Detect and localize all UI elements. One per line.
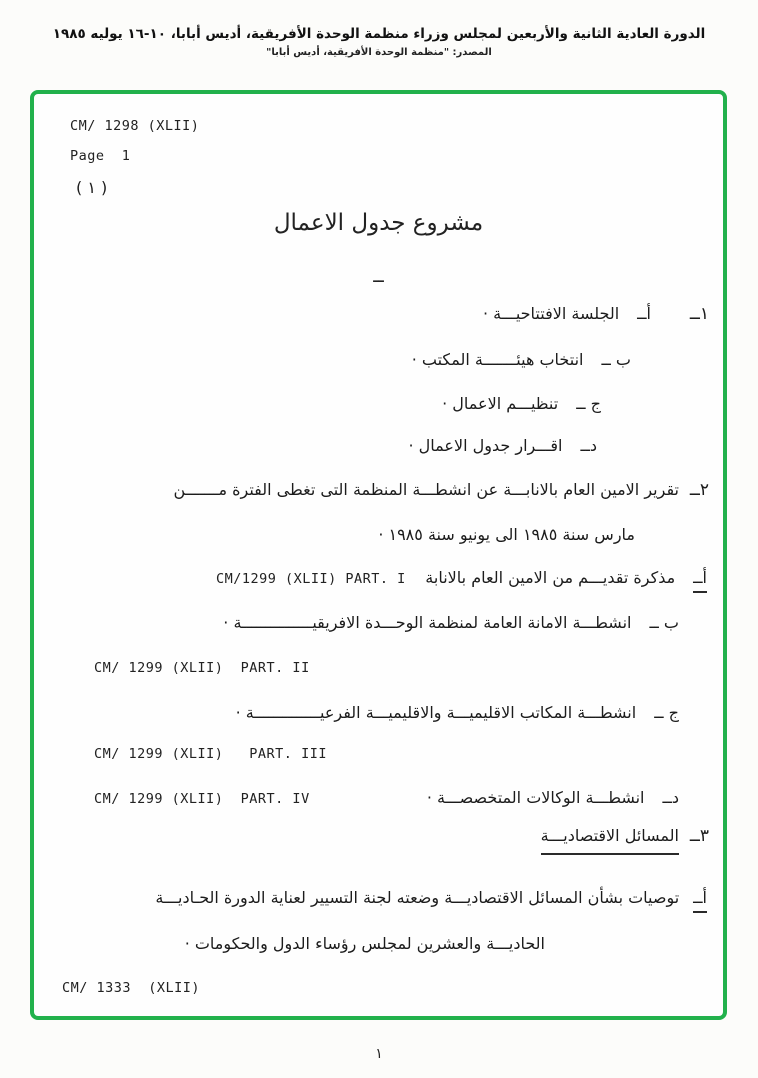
item-text: الجلسة الافتتاحيـــة · — [483, 304, 620, 323]
item-letter: ب ــ — [649, 613, 679, 632]
item-text: تنظيـــم الاعمال · — [442, 394, 559, 413]
item-letter: أــ — [637, 304, 651, 323]
agenda-item-1c — [442, 394, 601, 413]
agenda-item-3-number: ٣ــ — [689, 826, 709, 846]
agenda-item-2d — [427, 788, 679, 807]
document-header — [0, 26, 758, 58]
item-letter: ج ــ — [654, 703, 679, 722]
agenda-title: مشروع جدول الاعمال — [273, 210, 484, 236]
heading-text: المسائل الاقتصاديـــة — [541, 826, 679, 855]
page-number: ١ — [375, 1046, 383, 1062]
source-line: المصدر: "منظمة الوحدة الأفريقية، أديس أبابا" — [266, 47, 492, 58]
agenda-item-2c — [236, 703, 679, 722]
doc-ref-part-3: CM/ 1299 (XLII) PART. III — [94, 746, 327, 762]
doc-ref-part-4: CM/ 1299 (XLII) PART. IV — [94, 791, 310, 807]
agenda-item-2-number: ٢ــ — [689, 480, 709, 500]
item-letter: ج ــ — [576, 394, 601, 413]
agenda-item-1d — [408, 436, 597, 455]
agenda-item-1a — [483, 304, 651, 323]
page-label: Page 1 — [70, 148, 131, 164]
title-dash: ــ — [373, 266, 384, 287]
session-title: الدورة العادية الثانية والأربعين لمجلس وزراء منظمة الوحدة الأفريقية، أديس أبابا، ١٠-١٦ يوليه ١٩٨٥ — [52, 26, 706, 42]
agenda-item-2a — [425, 568, 707, 593]
doc-ref-part-1: CM/1299 (XLII) PART. I — [216, 571, 406, 587]
item-text: توصيات بشأن المسائل الاقتصاديـــة وضعته لجنة التسيير لعناية الدورة الحـاديـــة — [155, 888, 680, 907]
item-letter: أــ — [693, 888, 707, 913]
item-text: اقـــرار جدول الاعمال · — [408, 436, 563, 455]
item-letter: ب ــ — [601, 350, 631, 369]
agenda-item-3a-line2: الحاديـــة والعشرين لمجلس رؤساء الدول والحكومات · — [184, 934, 545, 953]
item-text: انشطـــة المكاتب الاقليميـــة والاقليميـــة الفرعيــــــــــــــة · — [235, 703, 637, 722]
agenda-item-1b — [412, 350, 631, 369]
scanned-page — [34, 94, 723, 1016]
item-letter: دــ — [662, 788, 679, 807]
agenda-item-2b — [223, 613, 679, 632]
item-letter: أــ — [693, 568, 707, 593]
item-text: مذكرة تقديـــم من الامين العام بالانابة — [425, 568, 676, 587]
agenda-item-3-heading — [541, 826, 679, 845]
agenda-item-1-number: ١ــ — [689, 304, 709, 324]
doc-ref-part-2: CM/ 1299 (XLII) PART. II — [94, 660, 310, 676]
item-text: انشطـــة الوكالات المتخصصـــة · — [426, 788, 645, 807]
doc-ref: CM/ 1298 (XLII) — [70, 118, 200, 134]
item-text: انشطـــة الامانة العامة لمنظمة الوحـــدة الافريقيـــــــــــــــة · — [223, 613, 632, 632]
item-letter: دــ — [580, 436, 597, 455]
doc-ref-1333: CM/ 1333 (XLII) — [62, 980, 201, 996]
agenda-item-3a-line1 — [155, 888, 707, 913]
paren-number: ( ١ ) — [76, 178, 108, 197]
highlight-box — [30, 90, 727, 1020]
agenda-item-2-line2: مارس سنة ١٩٨٥ الى يونيو سنة ١٩٨٥ · — [378, 525, 635, 544]
item-text: انتخاب هيئـــــــة المكتب · — [411, 350, 584, 369]
agenda-item-2-line1: تقرير الامين العام بالانابـــة عن انشطـــة المنظمة التى تغطى الفترة مـــــــن — [173, 480, 679, 499]
